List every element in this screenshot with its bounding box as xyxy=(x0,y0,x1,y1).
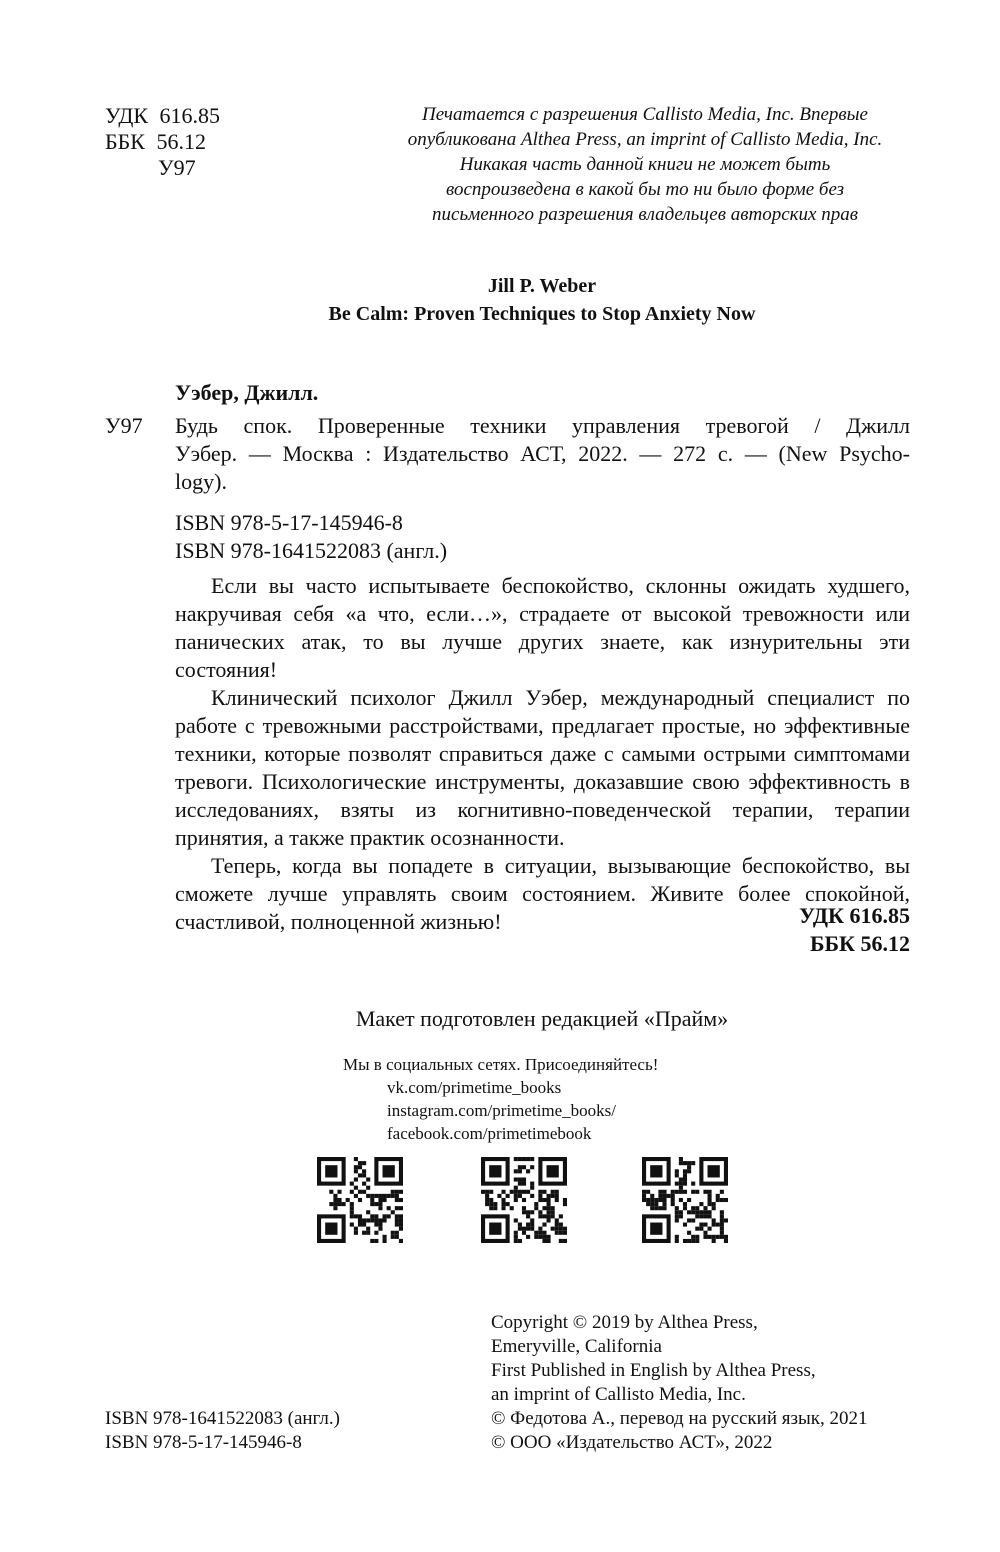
bottom-classification-codes xyxy=(600,902,910,958)
catalog-isbn-ru: ISBN 978-5-17-145946-8 xyxy=(175,510,403,535)
facebook-qr-code xyxy=(642,1157,728,1243)
instagram-qr-code xyxy=(481,1157,567,1243)
catalog-entry-line: Будь спок. Проверенные техники управления тревогой / Джилл xyxy=(175,413,910,438)
social-link-instagram[interactable]: instagram.com/primetime_books/ xyxy=(387,1101,616,1120)
catalog-entry xyxy=(175,412,910,496)
annotation-paragraph-1: Если вы часто испытываете беспокойство, склонны ожидать худшего, накручивая себя «а что, если…», страдаете от высокой тревожности или панических атак, то вы лучше других знаете, как изнурительны эти состояния! xyxy=(175,573,910,682)
udk-value: 616.85 xyxy=(159,103,221,128)
copyright-line: an imprint of Callisto Media, Inc. xyxy=(491,1384,746,1405)
bbk-row xyxy=(105,129,285,155)
udk-label: УДК xyxy=(105,103,149,128)
social-block xyxy=(343,1053,763,1145)
annotation xyxy=(175,572,910,936)
bbk-value: 56.12 xyxy=(156,129,206,154)
catalog-entry-line: Уэбер. — Москва : Издательство АСТ, 2022. — 272 с. — (New Psycho- xyxy=(175,441,910,466)
permission-line: Печатается с разрешения Callisto Media, Inc. Впервые xyxy=(422,104,868,125)
social-links xyxy=(343,1076,763,1145)
copyright-block xyxy=(491,1311,931,1455)
annotation-paragraph-3: Теперь, когда вы попадете в ситуации, вызывающие беспокойство, вы сможете лучше управлять своим состоянием. Живите более спокойной, счастливой, полноценной жизнью! xyxy=(175,853,910,934)
original-title: Be Calm: Proven Techniques to Stop Anxiety Now xyxy=(328,303,756,325)
copyright-line: © Федотова А., перевод на русский язык, 2021 xyxy=(491,1408,868,1429)
social-heading: Мы в социальных сетях. Присоединяйтесь! xyxy=(343,1055,659,1074)
catalog-mark: У97 xyxy=(105,413,143,438)
vk-qr-code xyxy=(317,1157,403,1243)
permission-line: опубликована Althea Press, an imprint of Callisto Media, Inc. xyxy=(407,129,883,150)
copyright-line: Copyright © 2019 by Althea Press, xyxy=(491,1312,758,1333)
copyright-line: Emeryville, California xyxy=(491,1336,662,1357)
permission-line: Никакая часть данной книги не может быть xyxy=(459,154,831,175)
editorial-note: Макет подготовлен редакцией «Прайм» xyxy=(355,1006,729,1031)
permission-notice xyxy=(380,102,910,227)
permission-line: письменного разрешения владельцев авторских прав xyxy=(432,204,858,225)
original-author: Jill P. Weber xyxy=(487,275,597,297)
bottom-bbk: ББК 56.12 xyxy=(809,931,910,956)
copyright-line: © ООО «Издательство АСТ», 2022 xyxy=(491,1432,773,1453)
catalog-entry-line: logy). xyxy=(175,469,227,494)
social-link-vk[interactable]: vk.com/primetime_books xyxy=(387,1078,562,1097)
classification-codes xyxy=(105,103,285,181)
catalog-isbn xyxy=(175,509,447,565)
catalog-heading: Уэбер, Джилл. xyxy=(175,380,319,405)
author-mark: У97 xyxy=(158,155,196,180)
bottom-udk: УДК 616.85 xyxy=(798,903,910,928)
copyright-line: First Published in English by Althea Press, xyxy=(491,1360,816,1381)
original-title-block xyxy=(200,272,884,328)
social-link-facebook[interactable]: facebook.com/primetimebook xyxy=(387,1124,592,1143)
permission-line: воспроизведена в какой бы то ни было форме без xyxy=(445,179,845,200)
udk-row xyxy=(105,103,285,129)
bbk-label: ББК xyxy=(105,129,145,154)
annotation-paragraph-2: Клинический психолог Джилл Уэбер, международный специалист по работе с тревожными расстройствами, предлагает простые, но эффективные техники, которые позволят справиться даже с самыми острыми симптомами тревоги. Психологические инструменты, доказавшие свою эффективность в исследованиях, взяты из когнитивно-поведенческой терапии, терапии принятия, а также практик осознанности. xyxy=(175,685,910,850)
catalog-isbn-en: ISBN 978-1641522083 (англ.) xyxy=(175,538,448,563)
bottom-isbn-block xyxy=(105,1407,465,1455)
bottom-isbn-ru: ISBN 978-5-17-145946-8 xyxy=(105,1432,302,1453)
bottom-isbn-en: ISBN 978-1641522083 (англ.) xyxy=(105,1408,340,1429)
